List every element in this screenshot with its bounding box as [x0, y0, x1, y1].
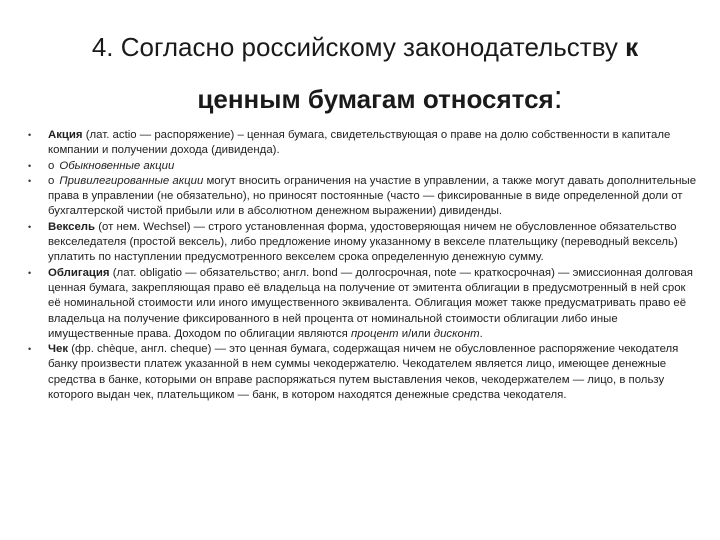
bullet-icon: •	[28, 130, 32, 140]
sub-marker: o	[48, 159, 55, 172]
bullet-icon: •	[28, 267, 32, 278]
bullet-list	[28, 128, 698, 403]
title-text-regular: Согласно российскому законодательству	[120, 32, 618, 62]
list-item-cheque	[28, 342, 698, 403]
list-item-bond	[28, 266, 698, 342]
bullet-icon: •	[28, 160, 32, 171]
term-bond: Облигация	[48, 266, 110, 279]
slide-title	[50, 22, 680, 124]
bullet-icon: •	[28, 221, 32, 232]
definition-bond: (лат. obligatio — обязательство; англ. bond — долгосрочная, note — краткосрочная) — эмиссионная долговая ценная бумага, закрепляющая право её владельца на получение от эмитента облигации в предусмотренный в ней срок её номинальной стоимости или иного имущественного эквивалента. Облигация может также предусматривать право её владельца на получение фиксированного в ней процента от номинальной стоимости облигации либо иные имущественные права. Доходом по облигации являются	[48, 266, 693, 340]
list-item-stock	[28, 128, 698, 159]
bullet-icon: •	[28, 344, 32, 355]
definition-cheque: (фр. chèque, англ. cheque) — это ценная бумага, содержащая ничем не обусловленное распоряжение чекодателя банку произвести платеж указанной в нем суммы чекодержателю. Чекодателем является лицо, имеющее денежные средства в банке, которыми он вправе распоряжаться путем выставления чеков, чекодержателем — лицо, в пользу которого выдан чек, плательщиком — банк, в котором находятся денежные средства чекодателя.	[48, 343, 679, 402]
title-line-2	[50, 72, 680, 124]
bond-income-percent: процент	[351, 327, 399, 340]
definition-stock: (лат. actio — распоряжение) – ценная бумага, свидетельствующая о праве на долю собственности в капитале компании и получении дохода (дивиденда).	[48, 129, 671, 157]
bond-end: .	[479, 327, 483, 340]
list-item-bill	[28, 220, 698, 266]
list-item-ordinary-shares	[28, 159, 698, 174]
term-stock: Акция	[48, 129, 83, 141]
term-cheque: Чек	[48, 343, 69, 356]
list-item-preferred-shares	[28, 174, 698, 220]
bullet-icon: •	[28, 175, 32, 186]
definition-bill: (от нем. Wechsel) — строго установленная форма, удостоверяющая ничем не обусловленное обязательство векселедателя (простой вексель), либо предложение иному указанному в векселе плательщику (переводный вексель) уплатить по наступлении предусмотренного векселем срока определенную денежную сумму.	[48, 220, 678, 264]
title-line-1	[50, 22, 680, 72]
title-colon: :	[553, 79, 563, 115]
title-text-bold-k: к	[625, 32, 639, 62]
bond-income-discount: дисконт	[433, 327, 480, 340]
term-preferred-shares: Привилегированные акции	[59, 174, 204, 187]
definition-preferred-shares: могут вносить ограничения на участие в управлении, а также могут давать дополнительные права в управлении (не обязательно), но приносят постоянные (часто — фиксированные в виде определенной доли от бухгалтерской чистой прибыли или в абсолютном денежном выражении) дивиденды.	[48, 174, 697, 218]
title-number: 4.	[91, 32, 114, 62]
sub-marker: o	[48, 174, 55, 187]
bond-income-connector: и/или	[398, 327, 434, 340]
title-text-bold: ценным бумагам относятся	[197, 84, 554, 114]
term-ordinary-shares: Обыкновенные акции	[59, 159, 175, 172]
term-bill: Вексель	[48, 220, 96, 233]
